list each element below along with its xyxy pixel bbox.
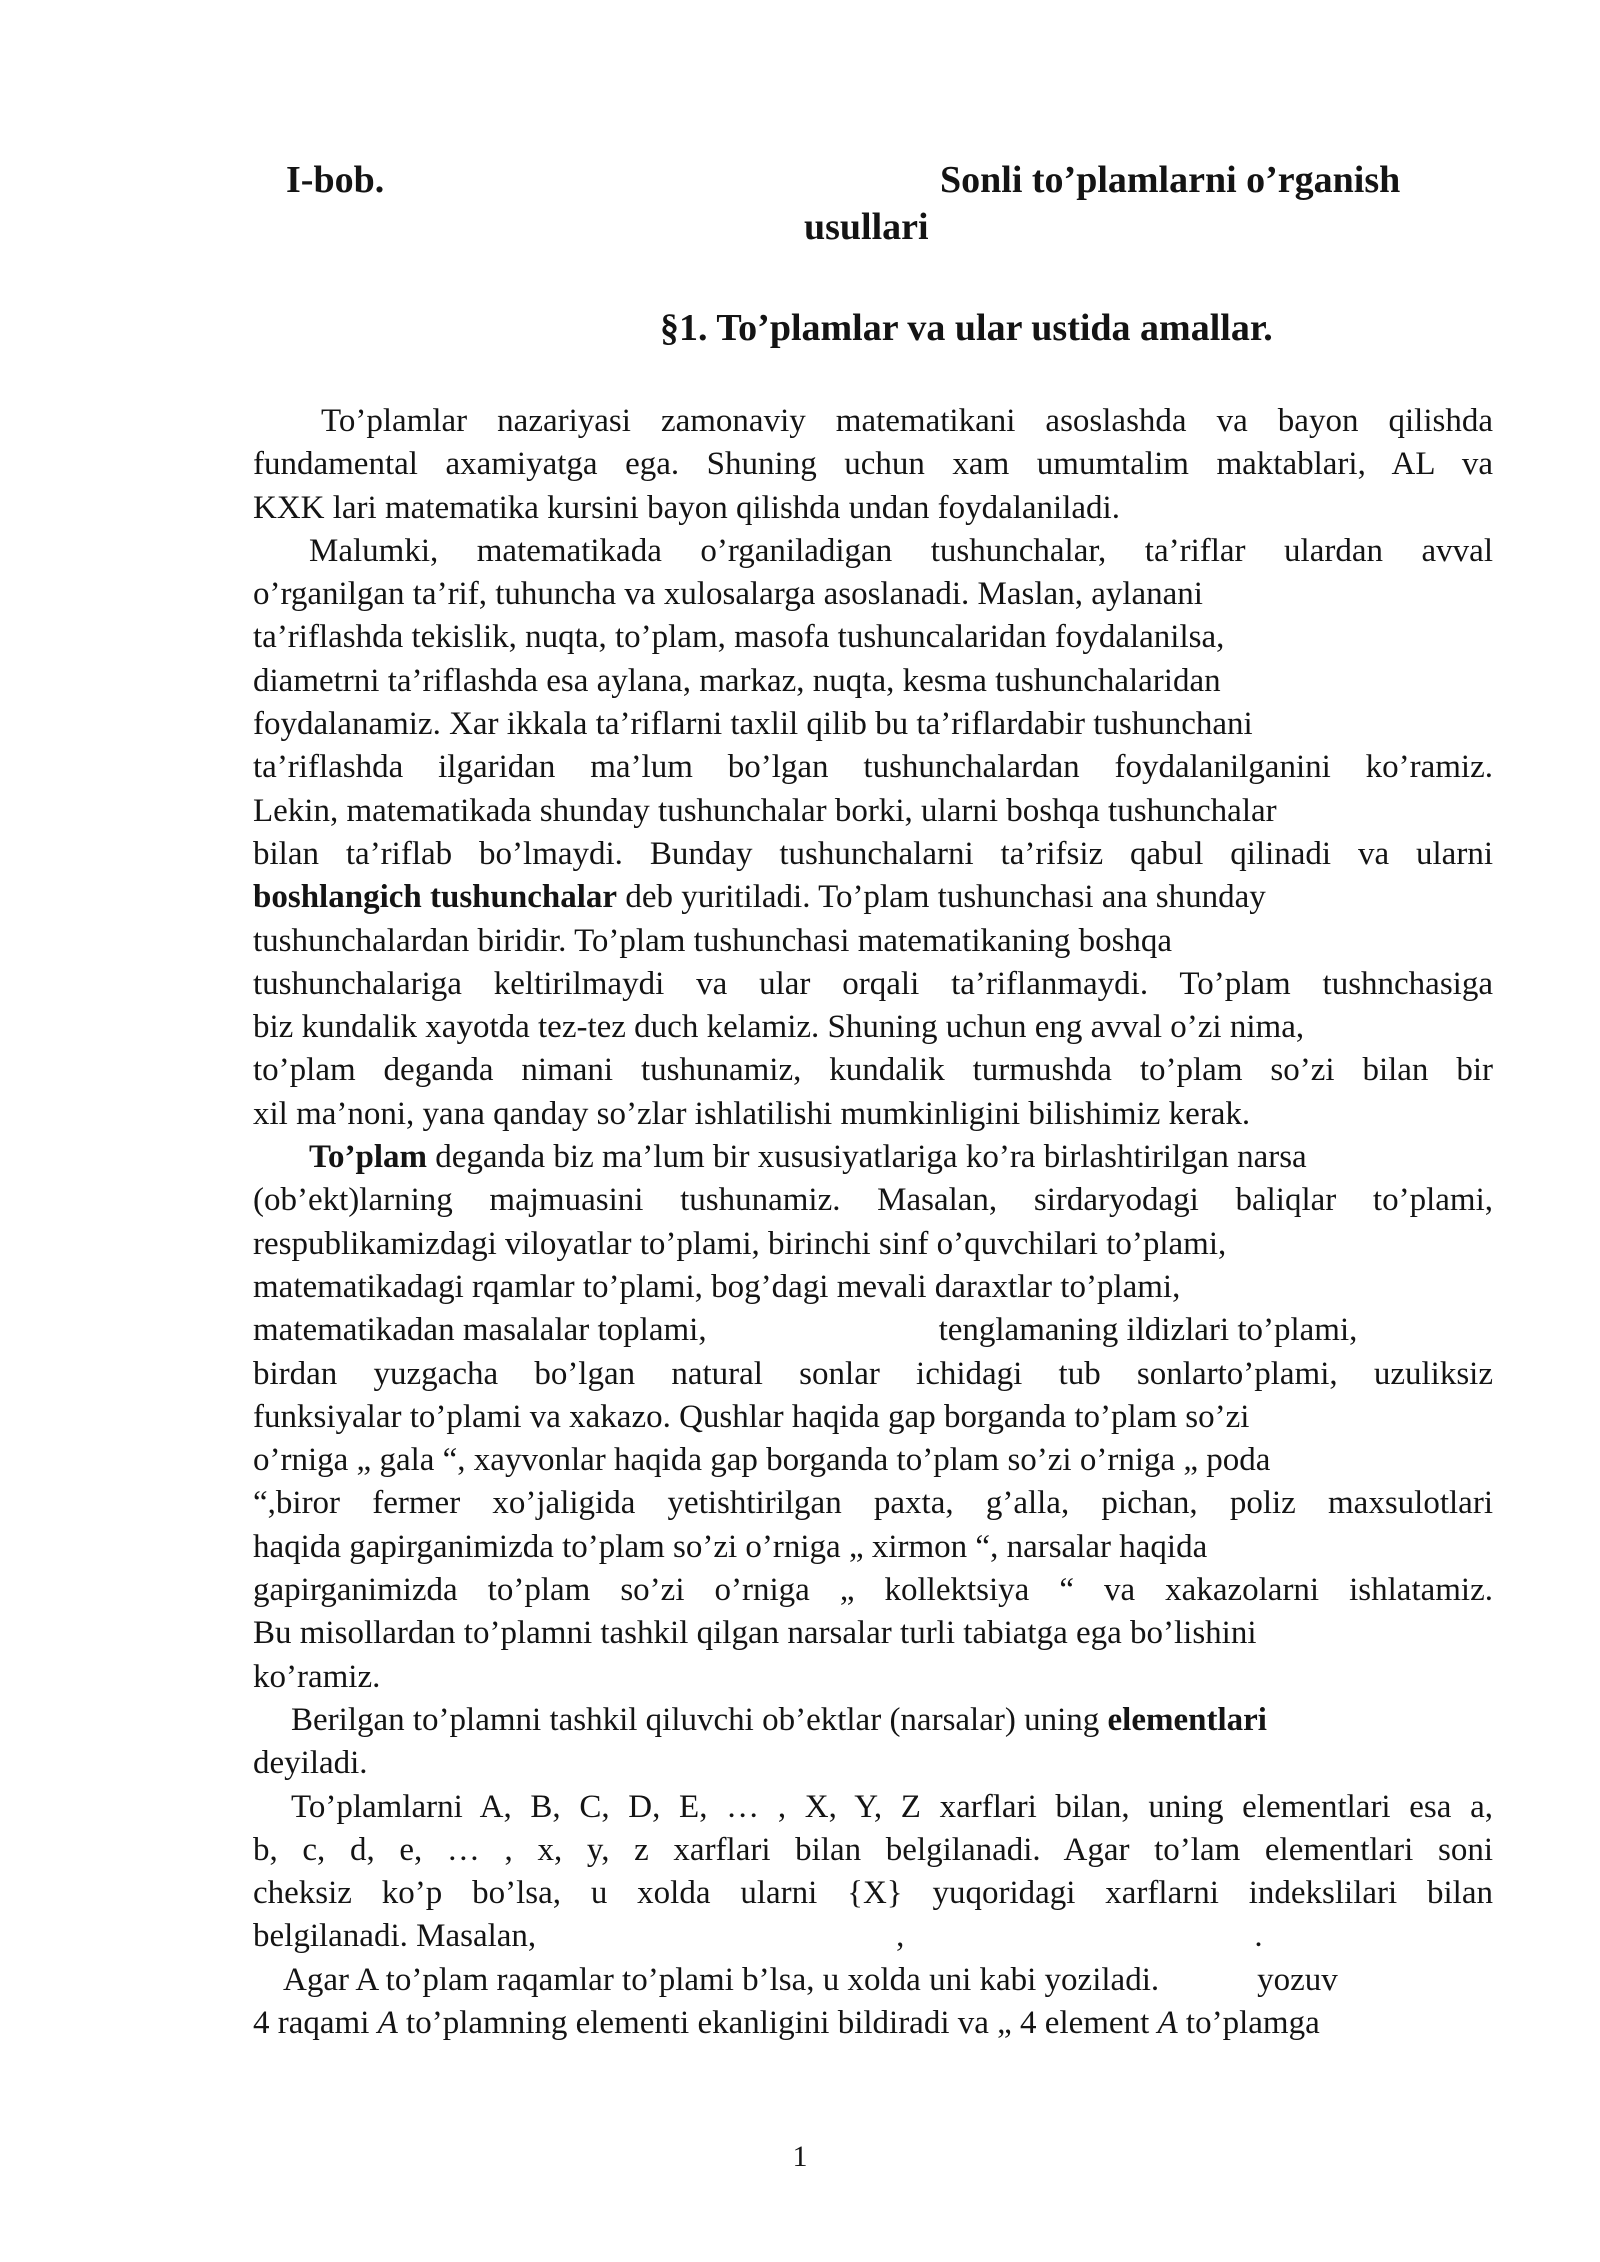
chapter-title-part2: usullari	[804, 206, 929, 248]
bold-term: elementlari	[1107, 1701, 1267, 1738]
text-fragment: Agar A to’plam raqamlar to’plami b’lsa, u xolda uni kabi yoziladi.	[283, 1961, 1160, 1998]
text-line: gapirganimizda to’plam so’zi o’rniga „ kollektsiya “ va xakazolarni ishlatamiz.	[253, 1572, 1493, 1609]
text-line: ta’riflashda ilgaridan ma’lum bo’lgan tushunchalardan foydalanilganini ko’ramiz.	[253, 749, 1493, 786]
text-line	[253, 1915, 1493, 1958]
text-line: To’plamlarni A, B, C, D, E, … , X, Y, Z xarflari bilan, uning elementlari esa a,	[291, 1788, 1493, 1825]
text-fragment: Berilgan to’plamni tashkil qiluvchi ob’ektlar (narsalar) uning	[291, 1701, 1108, 1738]
section-title: §1. To’plamlar va ular ustida amallar.	[660, 307, 1273, 349]
text-line: haqida gapirganimizda to’plam so’zi o’rniga „ xirmon “, narsalar haqida	[253, 1528, 1208, 1565]
italic-letter: A	[1157, 2004, 1178, 2041]
text-line: o’rniga „ gala “, xayvonlar haqida gap borganda to’plam so’zi o’rniga „ poda	[253, 1442, 1271, 1479]
text-fragment: deganda biz ma’lum bir xususiyatlariga ko’ra birlashtirilgan narsa	[426, 1139, 1307, 1176]
text-line: Malumki, matematikada o’rganiladigan tushunchalar, ta’riflar ulardan avval	[309, 532, 1493, 569]
text-line: respublikamizdagi viloyatlar to’plami, birinchi sinf o’quvchilari to’plami,	[253, 1225, 1227, 1262]
chapter-label: I-bob.	[286, 159, 385, 201]
text-line: ko’ramiz.	[253, 1658, 381, 1695]
text-line: Lekin, matematikada shunday tushunchalar borki, ularni boshqa tushunchalar	[253, 792, 1277, 829]
text-fragment: 4 raqami	[253, 2004, 378, 2041]
text-line: (ob’ekt)larning majmuasini tushunamiz. Masalan, sirdaryodagi baliqlar to’plami,	[253, 1182, 1493, 1219]
bold-term: boshlangich tushunchalar	[253, 879, 618, 916]
page-number: 1	[792, 2140, 808, 2173]
text-line: KXK lari matematika kursini bayon qilishda undan foydalaniladi.	[253, 489, 1120, 526]
text-line: b, c, d, e, … , x, y, z xarflari bilan belgilanadi. Agar to’lam elementlari soni	[253, 1831, 1493, 1868]
text-line: diametrni ta’riflashda esa aylana, markaz, nuqta, kesma tushunchalaridan	[253, 662, 1221, 699]
text-fragment: matematikadan masalalar toplami,	[253, 1312, 707, 1349]
chapter-title-part1: Sonli to’plamlarni o’rganish	[940, 159, 1401, 201]
text-line	[253, 1136, 1493, 1179]
text-fragment: deb yuritiladi. To’plam tushunchasi ana shunday	[617, 879, 1266, 916]
italic-letter: A	[377, 2004, 398, 2041]
text-line: To’plamlar nazariyasi zamonaviy matematikani asoslashda va bayon qilishda	[321, 403, 1493, 439]
text-line: to’plam deganda nimani tushunamiz, kundalik turmushda to’plam so’zi bilan bir	[253, 1052, 1493, 1089]
text-fragment: tenglamaning ildizlari to’plami,	[938, 1312, 1358, 1349]
text-line: cheksiz ko’p bo’lsa, u xolda ularni {X} yuqoridagi xarflarni indekslilari bilan	[253, 1875, 1493, 1912]
text-line: xil ma’noni, yana qanday so’zlar ishlatilishi mumkinligini bilishimiz kerak.	[253, 1095, 1251, 1132]
text-fragment: yozuv	[1257, 1961, 1338, 1998]
text-line: ta’riflashda tekislik, nuqta, to’plam, masofa tushuncalaridan foydalanilsa,	[253, 619, 1225, 656]
text-fragment: ,	[896, 1918, 905, 1955]
text-fragment: .	[1254, 1918, 1263, 1955]
text-line	[253, 1959, 1493, 2002]
text-line: foydalanamiz. Xar ikkala ta’riflarni taxlil qilib bu ta’riflardabir tushunchani	[253, 706, 1253, 743]
text-line: tushunchalariga keltirilmaydi va ular orqali ta’riflanmaydi. To’plam tushnchasiga	[253, 965, 1493, 1002]
text-line: o’rganilgan ta’rif, tuhuncha va xulosalarga asoslanadi. Maslan, aylanani	[253, 576, 1203, 613]
text-line: funksiyalar to’plami va xakazo. Qushlar haqida gap borganda to’plam so’zi	[253, 1398, 1250, 1435]
text-line: birdan yuzgacha bo’lgan natural sonlar ichidagi tub sonlarto’plami, uzuliksiz	[253, 1355, 1493, 1392]
text-line: “,biror fermer xo’jaligida yetishtirilgan paxta, g’alla, pichan, poliz maxsulotlari	[253, 1485, 1493, 1522]
text-line: bilan ta’riflab bo’lmaydi. Bunday tushunchalarni ta’rifsiz qabul qilinadi va ularni	[253, 835, 1493, 872]
bold-term: To’plam	[309, 1139, 427, 1176]
text-fragment: to’plamning elementi ekanligini bildiradi va „ 4 element	[397, 2004, 1158, 2041]
text-line: biz kundalik xayotda tez-tez duch kelamiz. Shuning uchun eng avval o’zi nima,	[253, 1009, 1305, 1046]
text-line: tushunchalardan biridir. To’plam tushunchasi matematikaning boshqa	[253, 922, 1173, 959]
text-line	[253, 2002, 1493, 2045]
text-line: fundamental axamiyatga ega. Shuning uchun xam umumtalim maktablari, AL va	[253, 446, 1493, 483]
text-line	[253, 1309, 1493, 1352]
text-line	[253, 876, 1493, 919]
text-line: Bu misollardan to’plamni tashkil qilgan narsalar turli tabiatga ega bo’lishini	[253, 1615, 1257, 1652]
text-fragment: to’plamga	[1177, 2004, 1320, 2041]
text-fragment: belgilanadi. Masalan,	[253, 1918, 537, 1955]
text-line: deyiladi.	[253, 1745, 368, 1782]
text-line	[253, 1699, 1493, 1742]
text-line: matematikadagi rqamlar to’plami, bog’dagi mevali daraxtlar to’plami,	[253, 1268, 1181, 1305]
body-text	[253, 400, 1493, 2045]
